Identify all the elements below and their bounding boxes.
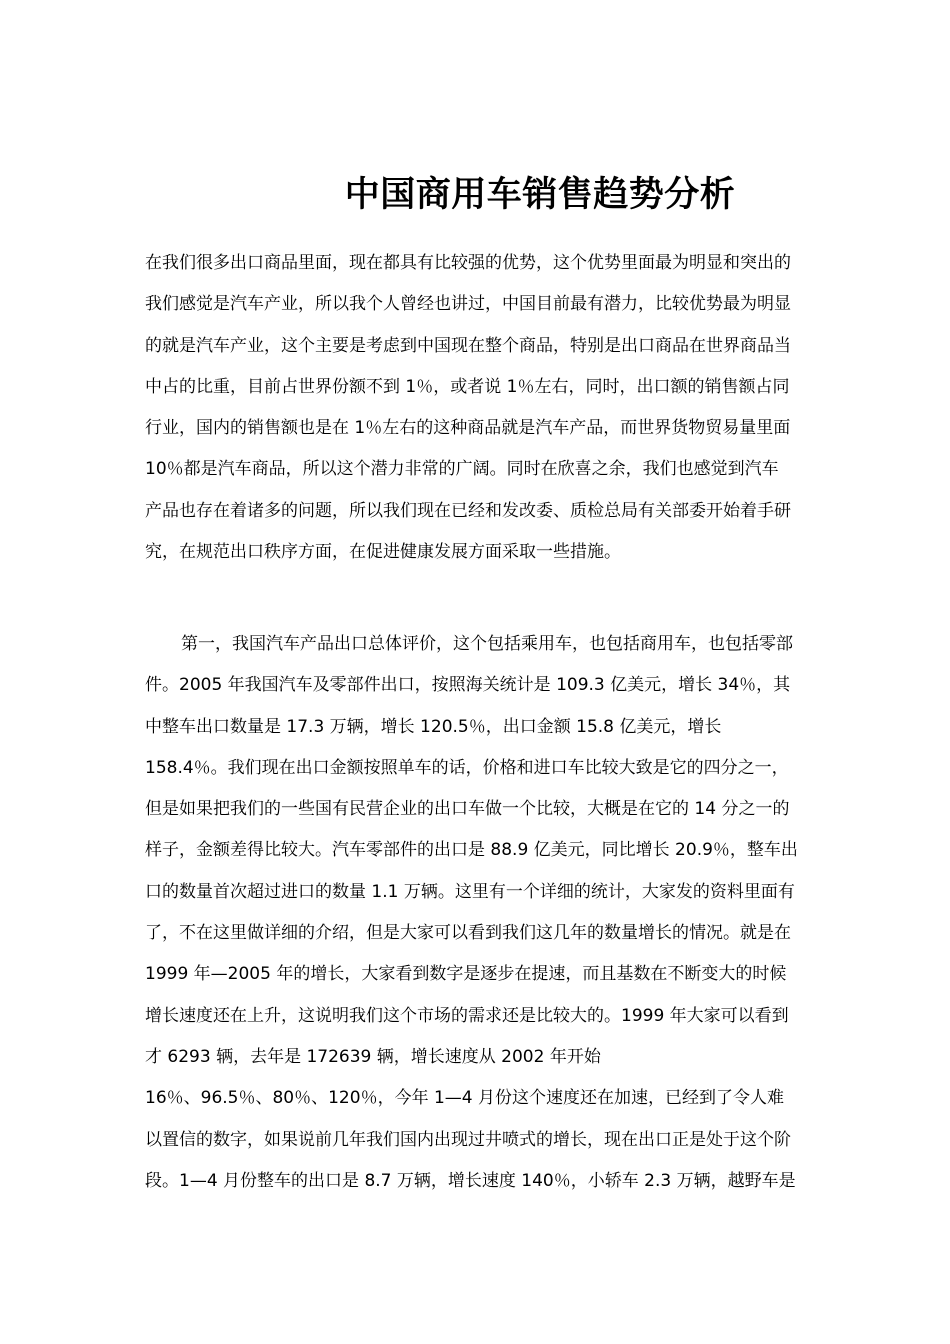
paragraph-line: 第一，我国汽车产品出口总体评价，这个包括乘用车，也包括商用车，也包括零部 [181, 634, 793, 654]
paragraph-line: 10％都是汽车商品，所以这个潜力非常的广阔。同时在欣喜之余，我们也感觉到汽车 [145, 459, 779, 480]
paragraph-line: 以置信的数字，如果说前几年我们国内出现过井喷式的增长，现在出口正是处于这个阶 [145, 1129, 791, 1150]
paragraph-line: 我们感觉是汽车产业，所以我个人曾经也讲过，中国目前最有潜力，比较优势最为明显 [145, 294, 791, 315]
paragraph-export-evaluation [145, 624, 875, 1202]
paragraph-line: 样子，金额差得比较大。汽车零部件的出口是 88.9 亿美元，同比增长 20.9％，整车出 [145, 840, 798, 861]
paragraph-intro [145, 243, 875, 573]
paragraph-line: 增长速度还在上升，这说明我们这个市场的需求还是比较大的。1999 年大家可以看到 [145, 1005, 789, 1026]
paragraph-line: 才 6293 辆，去年是 172639 辆，增长速度从 2002 年开始 [145, 1046, 601, 1067]
document-title: 中国商用车销售趋势分析 [344, 175, 736, 215]
paragraph-line: 口的数量首次超过进口的数量 1.1 万辆。这里有一个详细的统计，大家发的资料里面有 [145, 881, 795, 902]
paragraph-line: 了，不在这里做详细的介绍，但是大家可以看到我们这几年的数量增长的情况。就是在 [145, 923, 791, 944]
paragraph-line: 产品也存在着诸多的问题，所以我们现在已经和发改委、质检总局有关部委开始着手研 [145, 500, 791, 521]
paragraph-line: 行业，国内的销售额也是在 1％左右的这种商品就是汽车产品，而世界货物贸易量里面 [145, 418, 791, 439]
paragraph-line: 16％、96.5％、80％、120％，今年 1—4 月份这个速度还在加速，已经到了令人难 [145, 1088, 785, 1109]
paragraph-line: 1999 年—2005 年的增长，大家看到数字是逐步在提速，而且基数在不断变大的时候 [145, 964, 787, 985]
paragraph-line: 中整车出口数量是 17.3 万辆，增长 120.5％，出口金额 15.8 亿美元，增长 [145, 716, 722, 737]
paragraph-line: 但是如果把我们的一些国有民营企业的出口车做一个比较，大概是在它的 14 分之一的 [145, 799, 790, 820]
paragraph-line: 中占的比重，目前占世界份额不到 1％，或者说 1％左右，同时，出口额的销售额占同 [145, 376, 790, 397]
paragraph-line: 158.4％。我们现在出口金额按照单车的话，价格和进口车比较大致是它的四分之一， [145, 757, 789, 778]
paragraph-line: 件。2005 年我国汽车及零部件出口，按照海关统计是 109.3 亿美元，增长 34％，其 [145, 675, 791, 696]
paragraph-line: 在我们很多出口商品里面，现在都具有比较强的优势，这个优势里面最为明显和突出的 [145, 253, 791, 273]
paragraph-line: 的就是汽车产业，这个主要是考虑到中国现在整个商品，特别是出口商品在世界商品当 [145, 335, 791, 356]
paragraph-line: 究，在规范出口秩序方面，在促进健康发展方面采取一些措施。 [145, 542, 621, 563]
paragraph-line: 段。1—4 月份整车的出口是 8.7 万辆，增长速度 140％，小轿车 2.3 万辆，越野车是 [145, 1170, 796, 1191]
